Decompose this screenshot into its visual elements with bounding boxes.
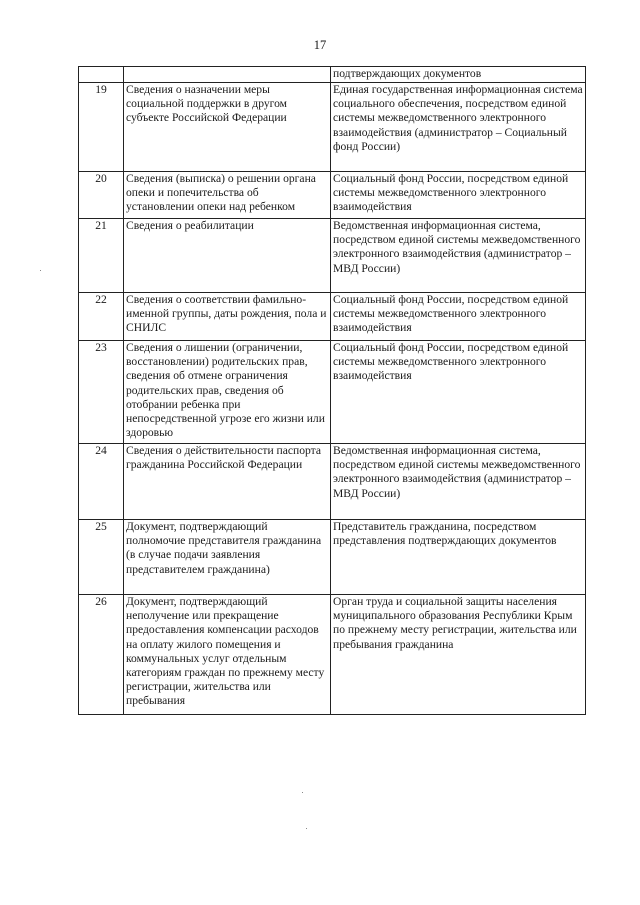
table-row bbox=[79, 341, 586, 444]
document-source-cell: Социальный фонд России, посредством единой системы межведомственного электронного взаимодействия bbox=[331, 172, 586, 219]
documents-table bbox=[78, 66, 586, 715]
page-number: 17 bbox=[313, 38, 327, 52]
row-number-cell: 21 bbox=[79, 219, 124, 293]
row-number-cell: 25 bbox=[79, 520, 124, 595]
document-source-cell: Представитель гражданина, посредством представления подтверждающих документов bbox=[331, 520, 586, 595]
table-row bbox=[79, 67, 586, 83]
table-row bbox=[79, 595, 586, 715]
row-number-cell: 19 bbox=[79, 83, 124, 172]
row-number-cell: 20 bbox=[79, 172, 124, 219]
document-name-cell bbox=[124, 67, 331, 83]
document-name-cell: Документ, подтверждающий полномочие представителя гражданина (в случае подачи заявления представителем гражданина) bbox=[124, 520, 331, 595]
document-name-cell: Сведения о назначении меры социальной поддержки в другом субъекте Российской Федерации bbox=[124, 83, 331, 172]
document-name-cell: Сведения о лишении (ограничении, восстановлении) родительских прав, сведения об отмене ограничения родительских прав, сведения об отобрании ребенка при непосредственной угрозе его жизни или здоровью bbox=[124, 341, 331, 444]
row-number-cell bbox=[79, 67, 124, 83]
document-source-cell: Единая государственная информационная система социального обеспечения, посредством единой системы межведомственного электронного взаимодействия (администратор – Социальный фонд России) bbox=[331, 83, 586, 172]
document-name-cell: Документ, подтверждающий неполучение или прекращение предоставления компенсации расходов на оплату жилого помещения и коммунальных услуг отдельным категориям граждан по прежнему месту регистрации, жительства или пребывания bbox=[124, 595, 331, 715]
document-name-cell: Сведения (выписка) о решении органа опеки и попечительства об установлении опеки над ребенком bbox=[124, 172, 331, 219]
scan-speck bbox=[302, 792, 303, 793]
table-row bbox=[79, 520, 586, 595]
document-name-cell: Сведения о соответствии фамильно-именной группы, даты рождения, пола и СНИЛС bbox=[124, 293, 331, 341]
scan-speck bbox=[40, 270, 41, 271]
table-row bbox=[79, 83, 586, 172]
row-number-cell: 26 bbox=[79, 595, 124, 715]
scan-speck bbox=[306, 828, 307, 829]
document-name-cell: Сведения о действительности паспорта гражданина Российской Федерации bbox=[124, 444, 331, 520]
document-source-cell: Орган труда и социальной защиты населения муниципального образования Республики Крым по прежнему месту регистрации, жительства или пребывания гражданина bbox=[331, 595, 586, 715]
document-source-cell: подтверждающих документов bbox=[331, 67, 586, 83]
row-number-cell: 23 bbox=[79, 341, 124, 444]
table-row bbox=[79, 219, 586, 293]
table-row bbox=[79, 172, 586, 219]
table-row bbox=[79, 293, 586, 341]
row-number-cell: 22 bbox=[79, 293, 124, 341]
document-source-cell: Ведомственная информационная система, посредством единой системы межведомственного электронного взаимодействия (администратор – МВД России) bbox=[331, 219, 586, 293]
document-name-cell: Сведения о реабилитации bbox=[124, 219, 331, 293]
document-source-cell: Социальный фонд России, посредством единой системы межведомственного электронного взаимодействия bbox=[331, 341, 586, 444]
row-number-cell: 24 bbox=[79, 444, 124, 520]
document-source-cell: Социальный фонд России, посредством единой системы межведомственного электронного взаимодействия bbox=[331, 293, 586, 341]
document-source-cell: Ведомственная информационная система, посредством единой системы межведомственного электронного взаимодействия (администратор – МВД России) bbox=[331, 444, 586, 520]
table-row bbox=[79, 444, 586, 520]
